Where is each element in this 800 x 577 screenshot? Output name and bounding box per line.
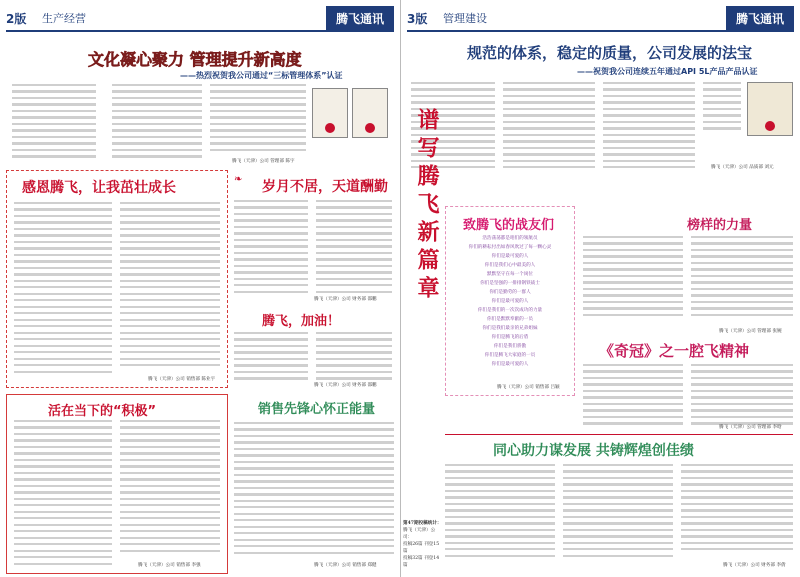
article-title: 销售先锋心怀正能量 (258, 402, 376, 417)
article-byline: 腾飞（天津）公司 财务部 邵鹏 (314, 297, 377, 302)
article-text (445, 464, 555, 568)
article-title: 感恩腾飞，让我茁壮成长 (22, 180, 176, 196)
article-byline: 腾飞（天津）公司 销售部 陈业宇 (148, 377, 216, 382)
section-divider (445, 434, 793, 435)
poem-body (449, 234, 571, 369)
page-header (6, 4, 394, 32)
poem-line: 浩浩荡荡都是咱们的领航员 (482, 236, 538, 241)
vertical-title: 谱写腾飞新篇章 (414, 108, 439, 304)
article-title: 岁月不居，天道酬勤 (262, 179, 388, 195)
poem-line: 你们是腾飞的后盾 (491, 335, 529, 340)
poem-line: 你们是最可爱的人 (491, 299, 529, 304)
page-header (407, 4, 794, 32)
poem-byline: 腾飞（天津）公司 销售部 吕颖 (497, 385, 560, 390)
poem-line: 你们是腾飞大家庭的一员 (484, 353, 536, 358)
article-byline: 腾飞（天津）公司 财务部 邵鹏 (314, 383, 377, 388)
poem-line: 你们是我们最亲的兄弟姐妹 (482, 326, 538, 331)
lead-text-col1 (12, 84, 96, 164)
article-text (316, 200, 392, 300)
article-text (120, 420, 220, 558)
article-text (691, 364, 793, 430)
certificate-image (312, 88, 348, 138)
certificate-image (352, 88, 388, 138)
stats-line: 投稿26篇 刊登15篇 (403, 542, 440, 554)
page-number: 2版 (6, 12, 27, 26)
lead-subtitle: ——热烈祝贺我公司通过“三标管理体系”认证 (180, 71, 343, 80)
article-byline: 腾飞（天津）公司 管理部 李晗 (719, 425, 782, 430)
article-byline: 腾飞（天津）公司 销售部 李强 (138, 563, 201, 568)
stats-line: 投稿32篇 刊登14篇 (403, 556, 440, 568)
poem-line: 你们的耕耘付出如春风吹过了每一颗心灵 (468, 245, 552, 250)
article-title: 腾飞，加油！ (262, 314, 341, 329)
lead-byline: 腾飞（天津）公司 管理部 陈宇 (232, 159, 295, 164)
article-text (316, 332, 392, 386)
poem-line: 你们是最可爱的人 (491, 362, 529, 367)
article-text (234, 200, 308, 300)
article-text (14, 420, 112, 570)
article-text (14, 202, 112, 380)
poem-line: 你们是我们心中最美的人 (484, 263, 536, 268)
article-text (583, 236, 683, 326)
section-title: 生产经营 (42, 12, 86, 25)
poem-line: 你们是坚强的一排排钢铁战士 (480, 281, 540, 286)
lead-title: 文化凝心聚力 管理提升新高度 (88, 50, 302, 69)
poem-line: 默默坚守在每一个岗位 (487, 272, 533, 277)
section-title: 管理建设 (443, 12, 487, 25)
page-3 (400, 0, 800, 577)
article-text (563, 464, 673, 568)
lead-text-col4 (703, 82, 741, 136)
brand-masthead: 腾飞通讯 (726, 6, 794, 31)
article-text (583, 364, 683, 430)
article-byline: 腾飞（天津）公司 财务部 李倩 (723, 563, 786, 568)
poem-line: 你们是我们骄傲 (493, 344, 527, 349)
certificate-image (747, 82, 793, 136)
article-title: 《奇冠》之一腔飞精神 (599, 342, 750, 360)
lead-byline: 腾飞（天津）公司 品质部 刘元 (711, 165, 774, 170)
lead-text-col3 (210, 84, 306, 164)
lead-subtitle: ——祝贺我公司连续五年通过API 5L产品产品认证 (577, 67, 758, 76)
brand-masthead: 腾飞通讯 (326, 6, 394, 31)
lead-text-col3 (603, 82, 695, 178)
poem-title: 致腾飞的战友们 (463, 218, 555, 233)
article-text (120, 202, 220, 372)
lead-text-col2 (112, 84, 202, 164)
article-text (681, 464, 793, 560)
submission-stats (403, 520, 443, 569)
article-title: 榜样的力量 (687, 218, 753, 233)
article-byline: 腾飞（天津）公司 销售部 郑健 (314, 563, 377, 568)
poem-line: 你们是默默奉献的一员 (487, 317, 533, 322)
article-byline: 腾飞（天津）公司 管理部 张婉 (719, 329, 782, 334)
poem-line: 你们是勤劳的一群人 (489, 290, 531, 295)
lead-title: 规范的体系，稳定的质量，公司发展的法宝 (467, 44, 753, 62)
ornament-icon: ❧ (234, 174, 243, 185)
page-number: 3版 (407, 12, 428, 26)
article-text (691, 236, 793, 326)
article-text (234, 332, 308, 386)
article-title: 同心助力谋发展 共铸辉煌创佳绩 (493, 443, 694, 459)
stats-line: 腾飞（天津）公司： (403, 528, 436, 540)
poem-line: 你们是我们的一次次成功的力量 (477, 308, 543, 313)
article-title: 活在当下的“积极” (48, 404, 157, 419)
lead-text-col2 (503, 82, 595, 178)
article-text (234, 422, 394, 562)
poem-line: 你们是最可爱的人 (491, 254, 529, 259)
stats-title: 第47期投稿统计： (403, 521, 442, 526)
